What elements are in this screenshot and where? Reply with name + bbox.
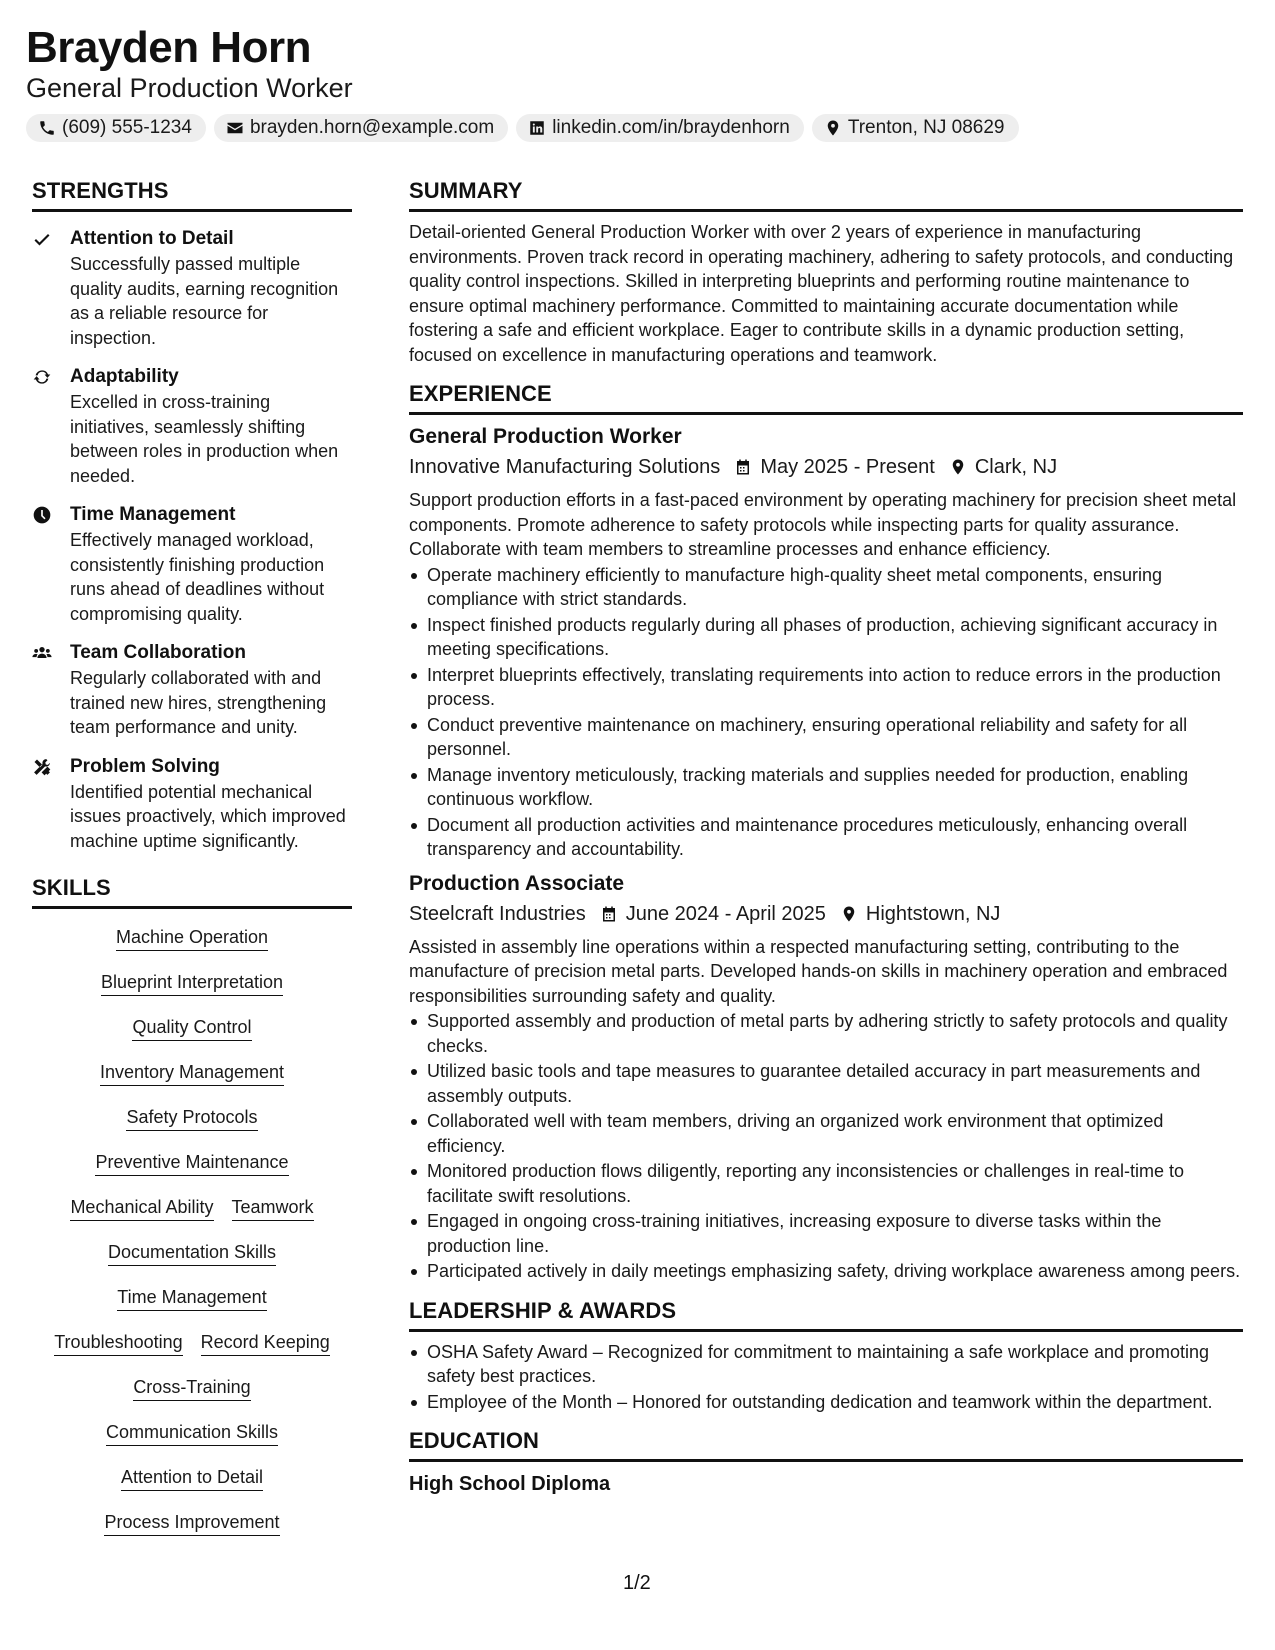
experience-heading: EXPERIENCE [409, 381, 1243, 415]
contact-phone[interactable] [26, 114, 206, 142]
skill-tag: Process Improvement [104, 1510, 279, 1536]
calendar-icon [600, 905, 618, 923]
map-pin-icon [949, 458, 967, 476]
map-pin-icon [840, 905, 858, 923]
job-title: General Production Worker [409, 425, 682, 448]
strength-desc: Regularly collaborated with and trained new hires, strengthening team performance and unity. [70, 668, 327, 737]
job-bullet: Collaborated well with team members, driving an organized work environment that optimized efficiency. [409, 1109, 1243, 1158]
job-company: Steelcraft Industries [409, 902, 586, 925]
skill-tag: Machine Operation [116, 925, 268, 951]
candidate-name: Brayden Horn [26, 23, 311, 72]
job-bullet: Interpret blueprints effectively, translating requirements into action to reduce errors in the production process. [409, 663, 1243, 712]
job-bullet: Inspect finished products regularly during all phases of production, achieving significant accuracy in meeting specifications. [409, 613, 1243, 662]
candidate-title: General Production Worker [26, 73, 353, 103]
strength-item [32, 754, 352, 854]
job-entry [409, 870, 1243, 1284]
strength-desc: Identified potential mechanical issues proactively, which improved machine uptime significantly. [70, 781, 346, 851]
job-bullet: Conduct preventive maintenance on machinery, ensuring operational reliability and safety for all personnel. [409, 713, 1243, 762]
job-description: Assisted in assembly line operations within a respected manufacturing setting, contributing to the manufacture of precision metal parts. Developed hands-on skills in machinery operation and embraced responsibilities surrounding safety and quality. [409, 936, 1228, 1006]
linkedin-icon [528, 119, 546, 137]
skill-tag: Mechanical Ability [70, 1195, 213, 1221]
job-location: Clark, NJ [974, 456, 1058, 478]
job-entry [409, 423, 1243, 862]
skill-tag: Quality Control [132, 1015, 251, 1041]
page-number: 1/2 [623, 1572, 651, 1594]
strength-item [32, 640, 352, 740]
awards-list [409, 1340, 1243, 1415]
contact-phone-text: (609) 555-1234 [62, 117, 192, 138]
skill-tag: Troubleshooting [54, 1330, 182, 1356]
strength-desc: Successfully passed multiple quality audits, earning recognition as a reliable resource for inspection. [70, 254, 339, 348]
job-bullets [409, 1009, 1243, 1284]
contact-location [812, 114, 1019, 142]
job-bullet: Operate machinery efficiently to manufacture high-quality sheet metal components, ensuring compliance with strict standards. [409, 563, 1243, 612]
job-description: Support production efforts in a fast-paced environment by operating machinery for precision sheet metal components. Promote adherence to safety protocols while inspecting parts for quality assurance. Collaborate with team members to streamline processes and enhance efficiency. [409, 490, 1237, 559]
summary-heading: SUMMARY [409, 178, 1243, 212]
job-title: Production Associate [409, 871, 625, 895]
skill-tag: Safety Protocols [126, 1105, 257, 1131]
skill-tag: Record Keeping [201, 1330, 330, 1356]
job-bullet: Document all production activities and maintenance procedures meticulously, enhancing overall transparency and accountability. [409, 813, 1243, 862]
job-dates: May 2025 - Present [760, 456, 935, 478]
skill-tag: Attention to Detail [121, 1465, 263, 1491]
job-meta [409, 452, 1243, 482]
strength-item [32, 226, 352, 350]
job-location: Hightstown, NJ [865, 902, 1001, 925]
tools-icon [32, 757, 52, 777]
contact-bar [26, 114, 1256, 142]
skill-tag: Inventory Management [100, 1060, 284, 1086]
job-bullet: Participated actively in daily meetings emphasizing safety, driving workplace awareness among peers. [409, 1259, 1243, 1284]
skills-heading: SKILLS [32, 875, 352, 909]
strength-item [32, 364, 352, 488]
map-pin-icon [824, 119, 842, 137]
job-bullet: Supported assembly and production of metal parts by adhering strictly to safety protocols and quality checks. [409, 1009, 1243, 1058]
strength-desc: Effectively managed workload, consistently finishing production runs ahead of deadlines without compromising quality. [70, 530, 325, 624]
envelope-icon [226, 119, 244, 137]
strength-title: Time Management [70, 504, 236, 525]
contact-linkedin[interactable] [516, 114, 804, 142]
refresh-icon [32, 367, 52, 387]
users-icon [32, 643, 52, 663]
job-meta [409, 899, 1243, 929]
strength-item [32, 502, 352, 626]
job-bullet: Manage inventory meticulously, tracking materials and supplies needed for production, enabling continuous workflow. [409, 763, 1243, 812]
summary-text: Detail-oriented General Production Worker with over 2 years of experience in manufacturing environments. Proven track record in operating machinery, adhering to safety protocols, and conducting quality control inspections. Skilled in interpreting blueprints and performing routine maintenance to ensure optimal machinery performance. Committed to maintaining accurate documentation while fostering a safe and efficient workplace. Eager to contribute skills in a dynamic production setting, focused on excellence in manufacturing operations and teamwork. [409, 222, 1234, 365]
strength-title: Adaptability [70, 366, 179, 387]
contact-linkedin-text: linkedin.com/in/braydenhorn [552, 117, 790, 138]
award-item: OSHA Safety Award – Recognized for commitment to maintaining a safe workplace and promoting safety best practices. [409, 1340, 1243, 1389]
job-bullet: Monitored production flows diligently, reporting any inconsistencies or challenges in real-time to facilitate swift resolutions. [409, 1159, 1243, 1208]
job-bullets [409, 563, 1243, 862]
right-column [409, 178, 1243, 1498]
skill-tag: Cross-Training [133, 1375, 250, 1401]
strength-desc: Excelled in cross-training initiatives, seamlessly shifting between roles in production when needed. [70, 392, 339, 486]
skill-tag: Communication Skills [106, 1420, 278, 1446]
checkmark-icon [32, 229, 52, 249]
job-dates: June 2024 - April 2025 [625, 902, 826, 925]
skill-tag: Documentation Skills [108, 1240, 276, 1266]
clock-icon [32, 505, 52, 525]
calendar-icon [734, 458, 752, 476]
strength-title: Team Collaboration [70, 642, 246, 663]
skill-tag: Blueprint Interpretation [101, 970, 283, 996]
strength-title: Problem Solving [70, 755, 220, 777]
award-item: Employee of the Month – Honored for outstanding dedication and teamwork within the department. [409, 1390, 1243, 1415]
skill-tag: Time Management [117, 1285, 266, 1311]
job-bullet: Utilized basic tools and tape measures to guarantee detailed accuracy in part measurements and assembly outputs. [409, 1059, 1243, 1108]
phone-icon [38, 119, 56, 137]
resume-header [26, 22, 1256, 142]
strength-title: Attention to Detail [70, 228, 234, 249]
left-column [32, 178, 352, 1536]
skill-tag: Preventive Maintenance [95, 1150, 288, 1176]
contact-email-text: brayden.horn@example.com [249, 117, 495, 138]
strengths-heading: STRENGTHS [32, 178, 352, 212]
skills-list [32, 925, 352, 1536]
awards-heading: LEADERSHIP & AWARDS [409, 1298, 1243, 1332]
contact-location-text: Trenton, NJ 08629 [847, 117, 1005, 138]
education-heading: EDUCATION [409, 1428, 1243, 1462]
job-bullet: Engaged in ongoing cross-training initiatives, increasing exposure to diverse tasks within the production line. [409, 1209, 1243, 1258]
skill-tag: Teamwork [232, 1195, 314, 1221]
job-company: Innovative Manufacturing Solutions [409, 456, 721, 478]
contact-email[interactable] [214, 114, 508, 142]
education-degree: High School Diploma [409, 1473, 611, 1495]
